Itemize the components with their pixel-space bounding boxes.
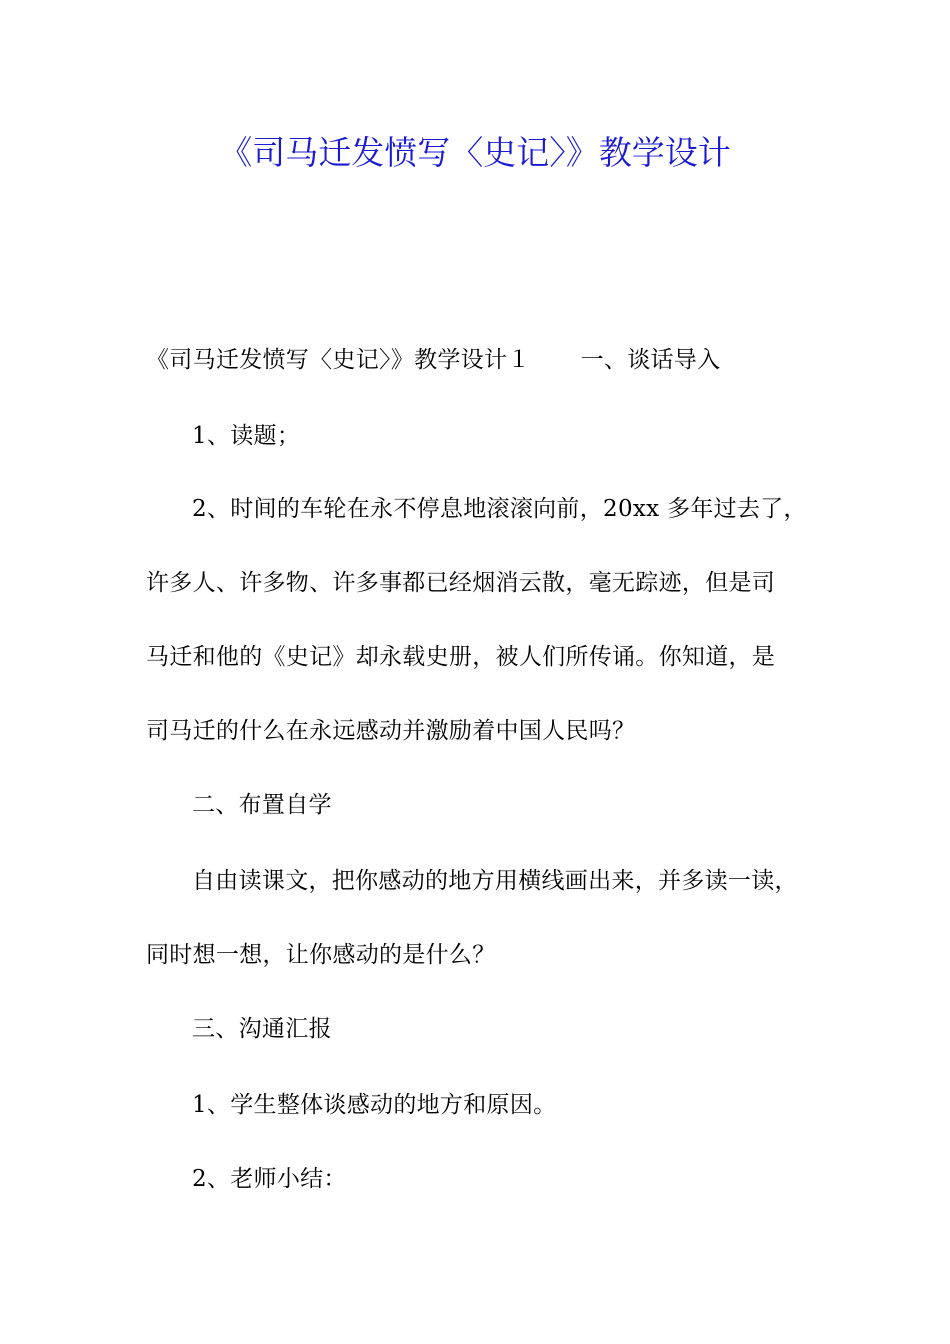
paragraph-line: 自由读课文，把你感动的地方用横线画出来，并多读一读， xyxy=(192,868,798,894)
paragraph-line: 2、时间的车轮在永不停息地滚滚向前，20xx 多年过去了， xyxy=(192,496,807,522)
paragraph-line: 同时想一想，让你感动的是什么？ xyxy=(146,942,496,968)
section-heading: 《司马迁发愤写〈史记〉》教学设计１ xyxy=(146,347,531,373)
document-title: 《司马迁发愤写〈史记〉》教学设计 xyxy=(219,133,731,172)
list-item: 2、老师小结： xyxy=(192,1166,347,1192)
paragraph-line: 许多人、许多物、许多事都已经烟消云散，毫无踪迹，但是司 xyxy=(146,570,776,596)
paragraph-line: 马迁和他的《史记》却永载史册，被人们所传诵。你知道，是 xyxy=(146,644,776,670)
part3-heading: 三、沟通汇报 xyxy=(192,1016,332,1042)
list-item: 1、学生整体谈感动的地方和原因。 xyxy=(192,1092,557,1118)
part2-heading: 二、布置自学 xyxy=(192,792,332,818)
section-heading-line xyxy=(146,343,720,377)
paragraph-line: 司马迁的什么在永远感动并激励着中国人民吗？ xyxy=(146,718,636,744)
part1-heading: 一、谈话导入 xyxy=(580,347,721,373)
item-read-title: 1、读题； xyxy=(192,423,301,449)
